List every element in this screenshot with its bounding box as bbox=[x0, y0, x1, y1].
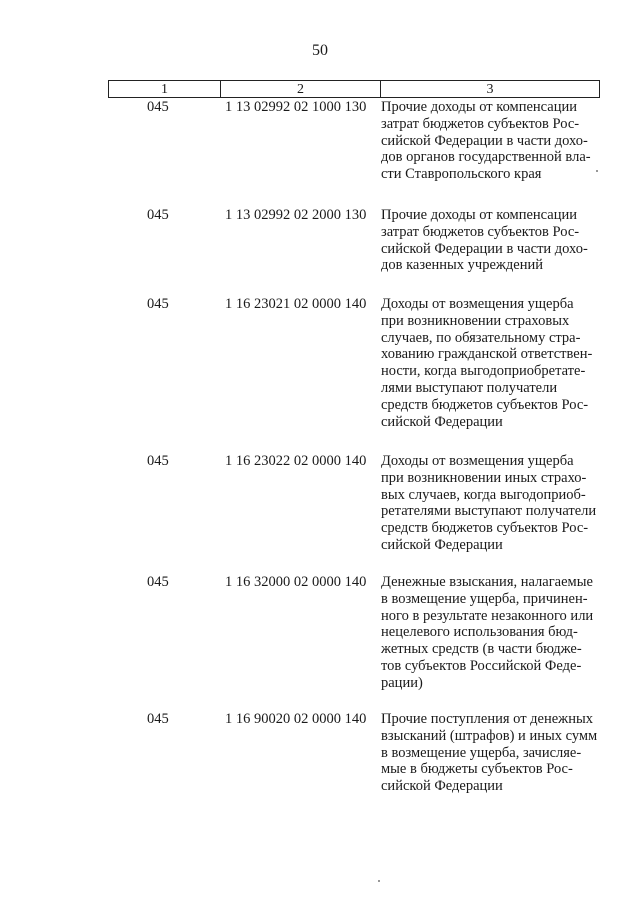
description-line: Прочие поступления от денежных bbox=[381, 711, 593, 727]
description-line: затрат бюджетов субъектов Рос- bbox=[381, 223, 580, 240]
description-line: ретателями выступают получатели bbox=[381, 503, 597, 520]
description-line: сийской Федерации bbox=[381, 536, 503, 553]
description-line: Прочие доходы от компенсации bbox=[381, 207, 578, 223]
description-line: в возмещение ущерба, зачисляе- bbox=[381, 744, 582, 761]
description-line: сти Ставропольского края bbox=[381, 166, 542, 183]
description-line: средств бюджетов субъектов Рос- bbox=[381, 396, 589, 413]
description-cell bbox=[381, 296, 601, 430]
admin-code-cell: 045 bbox=[147, 574, 169, 590]
kbk-code-cell: 1 16 32000 02 0000 140 bbox=[225, 574, 367, 590]
description-line: Доходы от возмещения ущерба bbox=[381, 453, 574, 469]
description-line: сийской Федерации bbox=[381, 778, 503, 795]
description-cell bbox=[381, 207, 601, 274]
scan-speck bbox=[596, 170, 598, 172]
description-line: лями выступают получатели bbox=[381, 379, 558, 396]
column-header-3: 3 bbox=[486, 82, 494, 97]
kbk-code-cell: 1 13 02992 02 2000 130 bbox=[225, 207, 367, 223]
description-line: при возникновении иных страхо- bbox=[381, 469, 587, 486]
description-line: сийской Федерации в части дохо- bbox=[381, 132, 588, 149]
kbk-code-cell: 1 13 02992 02 1000 130 bbox=[225, 99, 367, 115]
description-line: Денежные взыскания, налагаемые bbox=[381, 574, 593, 590]
scan-speck bbox=[378, 880, 380, 882]
admin-code-cell: 045 bbox=[147, 207, 169, 223]
kbk-code-cell: 1 16 90020 02 0000 140 bbox=[225, 711, 367, 727]
description-line: в возмещение ущерба, причинен- bbox=[381, 590, 588, 607]
description-line: при возникновении страховых bbox=[381, 312, 570, 329]
description-line: средств бюджетов субъектов Рос- bbox=[381, 520, 589, 537]
admin-code-cell: 045 bbox=[147, 99, 169, 115]
description-line: рации) bbox=[381, 674, 423, 691]
description-line: хованию гражданской ответствен- bbox=[381, 346, 593, 363]
description-line: дов органов государственной вла- bbox=[381, 149, 591, 166]
description-line: вых случаев, когда выгодоприоб- bbox=[381, 486, 586, 503]
description-line: Доходы от возмещения ущерба bbox=[381, 296, 574, 312]
column-header-2: 2 bbox=[221, 81, 381, 97]
kbk-code-cell: 1 16 23022 02 0000 140 bbox=[225, 453, 367, 469]
description-line: тов субъектов Российской Феде- bbox=[381, 657, 582, 674]
admin-code-cell: 045 bbox=[147, 296, 169, 312]
description-line: взысканий (штрафов) и иных сумм bbox=[381, 727, 598, 744]
description-cell bbox=[381, 711, 601, 795]
description-line: дов казенных учреждений bbox=[381, 257, 543, 274]
description-cell bbox=[381, 574, 601, 692]
table-header bbox=[108, 80, 600, 98]
description-line: ного в результате незаконного или bbox=[381, 607, 594, 624]
description-line: мые в бюджеты субъектов Рос- bbox=[381, 761, 573, 778]
description-line: сийской Федерации bbox=[381, 413, 503, 430]
admin-code-cell: 045 bbox=[147, 711, 169, 727]
page-number: 50 bbox=[312, 42, 328, 59]
kbk-code-cell: 1 16 23021 02 0000 140 bbox=[225, 296, 367, 312]
description-cell bbox=[381, 99, 601, 183]
description-line: Прочие доходы от компенсации bbox=[381, 99, 578, 115]
description-line: сийской Федерации в части дохо- bbox=[381, 240, 588, 257]
description-line: случаев, по обязательному стра- bbox=[381, 329, 581, 346]
admin-code-cell: 045 bbox=[147, 453, 169, 469]
description-line: жетных средств (в части бюдже- bbox=[381, 641, 582, 658]
description-cell bbox=[381, 453, 601, 554]
description-line: нецелевого использования бюд- bbox=[381, 624, 578, 641]
description-line: ности, когда выгодоприобретате- bbox=[381, 363, 586, 380]
description-line: затрат бюджетов субъектов Рос- bbox=[381, 115, 580, 132]
column-header-1: 1 bbox=[109, 81, 221, 97]
